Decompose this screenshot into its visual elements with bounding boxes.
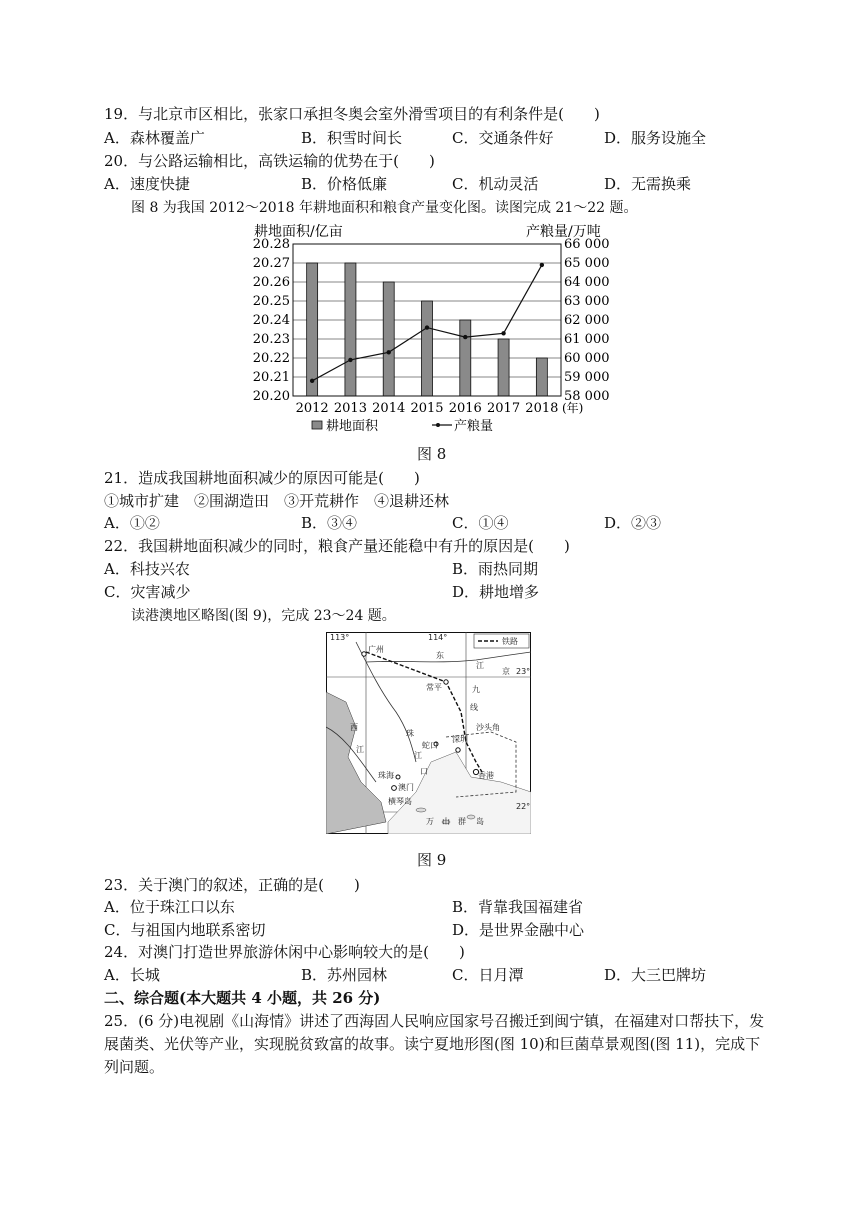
left-tick-label: 20.26 bbox=[252, 275, 290, 290]
q23-option-d: D．是世界金融中心 bbox=[452, 921, 585, 939]
macau-marker bbox=[392, 786, 397, 791]
lon-114-label: 114° bbox=[428, 633, 448, 642]
x-tick-label: 2012 bbox=[295, 401, 329, 416]
q22-option-c: C．灾害减少 bbox=[104, 583, 191, 601]
q20-option-b: B．价格低廉 bbox=[301, 175, 388, 193]
figure-9-caption: 图 9 bbox=[417, 851, 447, 869]
shenzhen-label: 深圳 bbox=[452, 735, 468, 744]
left-tick-label: 20.21 bbox=[252, 370, 290, 385]
aomen-label: 澳门 bbox=[398, 783, 414, 792]
q21-option-c: C．①④ bbox=[452, 514, 509, 532]
q22-option-b: B．雨热同期 bbox=[452, 560, 539, 578]
lat-23-label: 23° bbox=[516, 667, 531, 676]
legend-line-marker bbox=[436, 423, 440, 427]
x-axis-unit: (年) bbox=[562, 401, 584, 415]
question-23-stem: 23．关于澳门的叙述，正确的是( ) bbox=[104, 876, 360, 894]
x-tick-label: 2013 bbox=[333, 401, 367, 416]
q25-line-1: 25．(6 分)电视剧《山海情》讲述了西海固人民响应国家号召搬迁到闽宁镇，在福建对口帮扶下，发 bbox=[104, 1012, 765, 1030]
hongkong-label: 香港 bbox=[478, 771, 494, 780]
changping-label: 常平 bbox=[426, 683, 442, 692]
zhuhai-label: 珠海 bbox=[378, 771, 394, 780]
hengqin-label: 横琴岛 bbox=[388, 797, 412, 806]
grain-output-point bbox=[387, 350, 391, 354]
figure-9-intro: 读港澳地区略图(图 9)，完成 23～24 题。 bbox=[131, 608, 396, 624]
figure-8-intro: 图 8 为我国 2012～2018 年耕地面积和粮食产量变化图。读图完成 21～22 题。 bbox=[131, 200, 638, 216]
right-tick-label: 60 000 bbox=[564, 351, 610, 366]
dao-label: 岛 bbox=[476, 817, 484, 826]
right-tick-label: 62 000 bbox=[564, 313, 610, 328]
q20-option-c: C．机动灵活 bbox=[452, 175, 539, 193]
x-tick-label: 2014 bbox=[372, 401, 406, 416]
q21-option-a: A．①② bbox=[104, 514, 160, 532]
bar-cultivated-area bbox=[383, 282, 394, 396]
jing-label: 京 bbox=[502, 667, 510, 676]
q24-option-b: B．苏州园林 bbox=[301, 966, 388, 984]
qun-label: 群 bbox=[458, 817, 466, 826]
q22-option-a: A．科技兴农 bbox=[104, 560, 190, 578]
left-tick-label: 20.27 bbox=[252, 256, 290, 271]
bar-cultivated-area bbox=[536, 358, 547, 396]
q19-option-b: B．积雪时间长 bbox=[301, 129, 403, 147]
left-tick-label: 20.25 bbox=[252, 294, 290, 309]
section-2-heading: 二、综合题(本大题共 4 小题，共 26 分) bbox=[104, 989, 381, 1007]
legend-bar-label: 耕地面积 bbox=[326, 419, 379, 434]
jiang-label-1: 江 bbox=[476, 661, 484, 670]
kou-label: 口 bbox=[420, 767, 428, 776]
bar-cultivated-area bbox=[460, 320, 471, 396]
island-1 bbox=[416, 808, 426, 812]
grain-output-point bbox=[348, 358, 352, 362]
q24-option-d: D．大三巴牌坊 bbox=[604, 966, 707, 984]
x-tick-label: 2015 bbox=[410, 401, 444, 416]
question-24-stem: 24．对澳门打造世界旅游休闲中心影响较大的是( ) bbox=[104, 943, 465, 961]
shatoujiao-label: 沙头角 bbox=[476, 723, 500, 732]
legend-bar-swatch bbox=[312, 421, 322, 429]
right-tick-label: 64 000 bbox=[564, 275, 610, 290]
bar-cultivated-area bbox=[307, 263, 318, 396]
jiang-label-3: 江 bbox=[414, 751, 422, 760]
grain-output-point bbox=[425, 325, 429, 329]
x-tick-label: 2016 bbox=[448, 401, 482, 416]
x-tick-label: 2018 bbox=[525, 401, 559, 416]
figure-8-chart bbox=[240, 220, 630, 435]
grain-output-point bbox=[310, 379, 314, 383]
figure-9-map bbox=[326, 632, 531, 834]
q23-option-c: C．与祖国内地联系密切 bbox=[104, 921, 266, 939]
legend-line-label: 产粮量 bbox=[454, 419, 494, 434]
q21-option-d: D．②③ bbox=[604, 514, 662, 532]
map-legend-rail-label: 铁路 bbox=[502, 637, 518, 646]
jiu-label: 九 bbox=[472, 685, 480, 694]
left-tick-label: 20.22 bbox=[252, 351, 290, 366]
jiang-label-2: 江 bbox=[356, 745, 364, 754]
right-tick-label: 59 000 bbox=[564, 370, 610, 385]
q24-option-c: C．日月潭 bbox=[452, 966, 524, 984]
q24-option-a: A．长城 bbox=[104, 966, 160, 984]
q21-option-b: B．③④ bbox=[301, 514, 358, 532]
changping-marker bbox=[444, 680, 448, 684]
q25-line-2: 展菌类、光伏等产业，实现脱贫致富的故事。读宁夏地形图(图 10)和巨菌草景观图(图 11)，完成下 bbox=[104, 1035, 761, 1053]
q19-option-a: A．森林覆盖广 bbox=[104, 129, 205, 147]
shekou-label: 蛇口 bbox=[422, 741, 438, 750]
grain-output-point bbox=[463, 335, 467, 339]
question-21-stem: 21．造成我国耕地面积减少的原因可能是( ) bbox=[104, 469, 420, 487]
zhuhai-marker bbox=[396, 775, 400, 779]
bar-cultivated-area bbox=[422, 301, 433, 396]
q20-option-d: D．无需换乘 bbox=[604, 175, 692, 193]
wan-label: 万 bbox=[426, 817, 434, 826]
grain-output-point bbox=[540, 263, 544, 267]
question-19-stem: 19．与北京市区相比，张家口承担冬奥会室外滑雪项目的有利条件是( ) bbox=[104, 105, 600, 123]
grain-output-point bbox=[501, 331, 505, 335]
figure-8-caption: 图 8 bbox=[417, 445, 447, 463]
island-3 bbox=[467, 815, 475, 819]
lat-22-label: 22° bbox=[516, 802, 531, 811]
left-tick-label: 20.28 bbox=[252, 237, 290, 252]
q21-choices: ①城市扩建 ②围湖造田 ③开荒耕作 ④退耕还林 bbox=[104, 492, 450, 510]
q20-option-a: A．速度快捷 bbox=[104, 175, 190, 193]
left-tick-label: 20.20 bbox=[252, 389, 290, 404]
bar-cultivated-area bbox=[345, 263, 356, 396]
q19-option-d: D．服务设施全 bbox=[604, 129, 707, 147]
q23-option-b: B．背靠我国福建省 bbox=[452, 898, 584, 916]
question-20-stem: 20．与公路运输相比，高铁运输的优势在于( ) bbox=[104, 152, 435, 170]
guangzhou-label: 广州 bbox=[368, 645, 384, 654]
left-tick-label: 20.23 bbox=[252, 332, 290, 347]
lon-113-label: 113° bbox=[330, 633, 350, 642]
left-tick-label: 20.24 bbox=[252, 313, 290, 328]
guangzhou-marker bbox=[362, 652, 366, 656]
x-tick-label: 2017 bbox=[487, 401, 521, 416]
right-tick-label: 58 000 bbox=[564, 389, 610, 404]
dong-label: 东 bbox=[436, 651, 444, 660]
right-tick-label: 66 000 bbox=[564, 237, 610, 252]
q19-option-c: C．交通条件好 bbox=[452, 129, 554, 147]
right-tick-label: 65 000 bbox=[564, 256, 610, 271]
right-tick-label: 63 000 bbox=[564, 294, 610, 309]
shenzhen-marker bbox=[456, 748, 460, 752]
q22-option-d: D．耕地增多 bbox=[452, 583, 540, 601]
xian-label: 线 bbox=[470, 703, 478, 712]
shan-label: 山 bbox=[442, 817, 450, 826]
right-axis-title: 产粮量/万吨 bbox=[526, 224, 601, 240]
xi-label: 西 bbox=[350, 723, 358, 732]
zhu-label: 珠 bbox=[406, 729, 414, 738]
bar-cultivated-area bbox=[498, 339, 509, 396]
right-tick-label: 61 000 bbox=[564, 332, 610, 347]
q25-line-3: 列问题。 bbox=[104, 1058, 165, 1076]
left-axis-title: 耕地面积/亿亩 bbox=[254, 224, 343, 240]
question-22-stem: 22．我国耕地面积减少的同时，粮食产量还能稳中有升的原因是( ) bbox=[104, 537, 570, 555]
q23-option-a: A．位于珠江口以东 bbox=[104, 898, 235, 916]
